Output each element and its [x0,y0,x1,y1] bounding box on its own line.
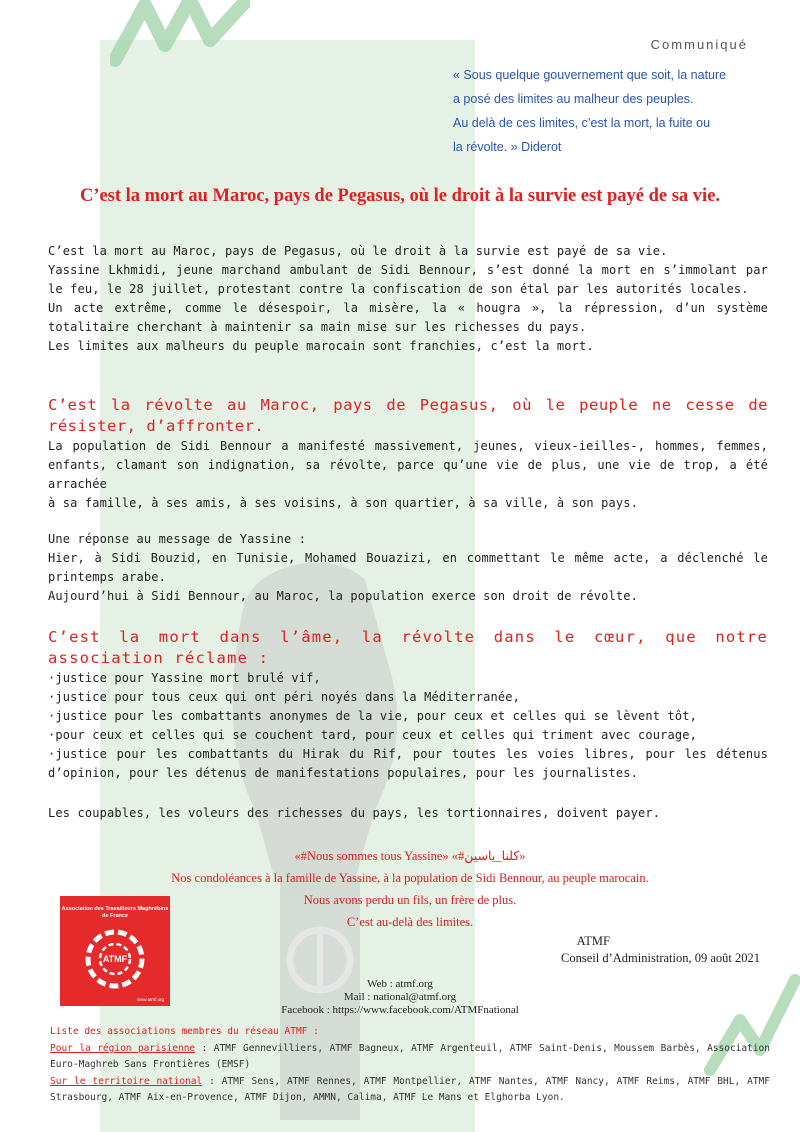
headline: C’est la mort au Maroc, pays de Pegasus, où le droit à la survie est payé de sa vie. [79,186,721,206]
communique-label: Communiqué [650,37,748,52]
text-line: Un acte extrême, comme le désespoir, la misère, la « hougra », la répression, d’un système totalitaire cherchant à maintenir sa main mise sur les richesses du pays. [48,301,768,334]
quote-line: la révolte. » Diderot [453,140,562,154]
loss-line: Nous avons perdu un fils, un frère de plus. [303,893,517,907]
logo-url: www.atmf.org [136,997,164,1002]
diderot-quote [453,63,783,159]
mail-link[interactable]: Mail : national@atmf.org [343,991,457,1003]
text-line: Une réponse au message de Yassine : [48,532,307,546]
condolences-line: Nos condoléances à la famille de Yassine, à la population de Sidi Bennour, au peuple marocain. [171,871,649,885]
contact-block [200,978,600,1017]
member-associations [50,1024,770,1107]
list-item: ·justice pour tous ceux qui ont péri noyés dans la Méditerranée, [48,690,520,704]
list-item: ·pour ceux et celles qui se couchent tard, pour ceux et celles qui triment avec courage, [48,728,697,742]
members-region [50,1041,770,1074]
list-item: ·justice pour les combattants du Hirak du Rif, pour toutes les voies libres, pour les détenus d’opinion, pour les détenus de manifestations populaires, pour les journalistes. [48,747,768,780]
section-title: C’est la mort dans l’âme, la révolte dans le cœur, que notre association réclame : [48,628,768,667]
logo-acronym: ATMF [102,954,128,964]
text-line: C’est la mort au Maroc, pays de Pegasus, où le droit à la survie est payé de sa vie. [48,244,668,258]
quote-line: « Sous quelque gouvernement que soit, la nature [453,68,727,82]
text-line: La population de Sidi Bennour a manifesté massivement, jeunes, vieux-ieilles-, hommes, femmes, enfants, clamant son indignation, sa révolte, parce qu’une vie de plus, une vie de trop, a été arrachée [48,439,768,491]
national-list: : ATMF Sens, ATMF Rennes, ATMF Montpellier, ATMF Nantes, ATMF Nancy, ATMF Reims, ATMF BHL, ATMF Strasbourg, ATMF Aix-en-Provence, ATMF Dijon, AMMN, Calima, ATMF Le Mans et Elghorba Lyon. [50,1075,770,1103]
list-item: ·justice pour Yassine mort brulé vif, [48,671,321,685]
list-item: ·justice pour les combattants anonymes de la vie, pour ceux et celles qui se lèvent tôt, [48,709,697,723]
text-line: à sa famille, à ses amis, à ses voisins, à son quartier, à sa ville, à son pays. [48,496,638,510]
section-title: C’est la révolte au Maroc, pays de Pegasus, où le peuple ne cesse de résister, d’affronter. [48,396,768,435]
members-title: Liste des associations membres du réseau ATMF : [50,1026,319,1037]
text-line: Les limites aux malheurs du peuple marocain sont franchies, c’est la mort. [48,339,594,353]
region-label: Pour la région parisienne [50,1042,196,1054]
section-revolte [48,395,768,513]
signature-block [561,933,760,967]
brush-stroke-top-left [110,0,250,70]
paragraph-response [48,530,768,606]
text-line: Yassine Lkhmidi, jeune marchand ambulant de Sidi Bennour, s’est donné la mort en s’immolant par le feu, le 28 juillet, protestant contre la confiscation de son étal par les autorités locales. [48,263,768,296]
quote-line: Au delà de ces limites, c’est la mort, la fuite ou [453,116,711,130]
hashtag-line: «#Nous sommes tous Yassine» «#كلنا_ياسين» [294,849,526,863]
atmf-logo [60,896,170,1006]
signature-board: Conseil d’Administration, 09 août 2021 [561,951,760,965]
text-line: Les coupables, les voleurs des richesses du pays, les tortionnaires, doivent payer. [48,806,661,820]
web-link[interactable]: Web : atmf.org [367,978,433,990]
quote-line: a posé des limites au malheur des peuples. [453,92,694,106]
national-label: Sur le territoire national [50,1075,203,1087]
paragraph-intro [48,242,768,356]
members-national [50,1074,770,1107]
text-line: Aujourd’hui à Sidi Bennour, au Maroc, la population exerce son droit de révolte. [48,589,638,603]
closing-block [100,845,720,933]
paragraph-culprits [48,804,768,823]
facebook-link[interactable]: Facebook : https://www.facebook.com/ATMFnational [281,1004,519,1016]
signature-org: ATMF [576,934,610,948]
beyond-limits-line: C’est au-delà des limites. [346,915,474,929]
logo-association-name: Association des Travailleurs Maghrébins de France [61,906,169,919]
region-list: : ATMF Gennevilliers, ATMF Bagneux, ATMF Argenteuil, ATMF Saint-Denis, Moussem Barbès, Association Euro-Maghreb Sans Frontières (EMSF) [50,1042,770,1070]
section-demands [48,627,768,783]
text-line: Hier, à Sidi Bouzid, en Tunisie, Mohamed Bouazizi, en commettant le même acte, a déclenché le printemps arabe. [48,551,768,584]
